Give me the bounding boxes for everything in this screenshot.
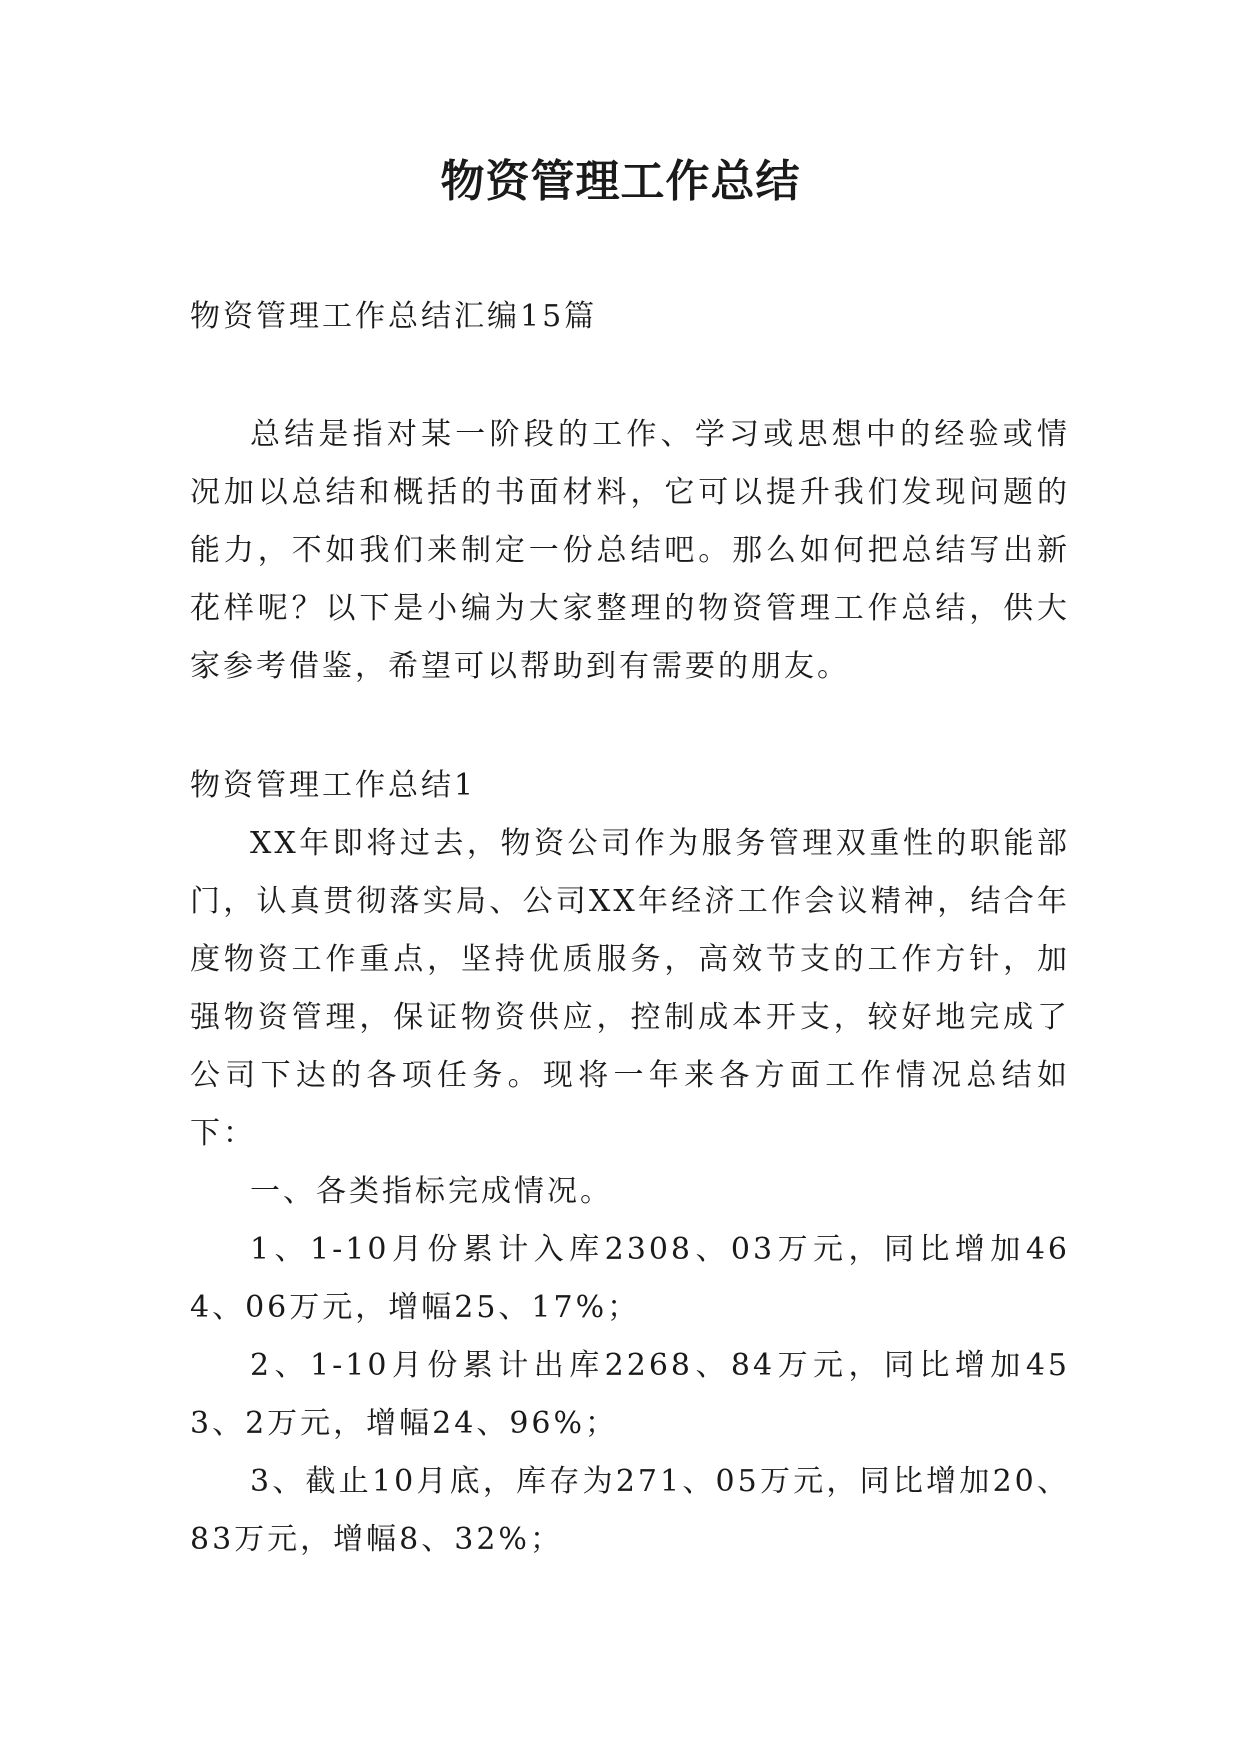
body-paragraph: 1、1-10月份累计入库2308、03万元，同比增加464、06万元，增幅25、17%；: [190, 1232, 1070, 1325]
document-subtitle: 物资管理工作总结汇编15篇: [190, 299, 598, 334]
section-title: 物资管理工作总结1: [190, 768, 477, 803]
document-title: 物资管理工作总结: [440, 156, 801, 207]
body-paragraph: 一、各类指标完成情况。: [250, 1174, 613, 1209]
body-paragraph: 3、截止10月底，库存为271、05万元，同比增加20、83万元，增幅8、32%；: [190, 1464, 1070, 1557]
section-body: [190, 815, 1070, 1569]
body-paragraph: 2、1-10月份累计出库2268、84万元，同比增加453、2万元，增幅24、96%；: [190, 1348, 1070, 1441]
intro-paragraph: 总结是指对某一阶段的工作、学习或思想中的经验或情况加以总结和概括的书面材料，它可以提升我们发现问题的能力，不如我们来制定一份总结吧。那么如何把总结写出新花样呢？以下是小编为大家整理的物资管理工作总结，供大家参考借鉴，希望可以帮助到有需要的朋友。: [190, 417, 1070, 684]
intro-section: [190, 406, 1070, 696]
body-paragraph: XX年即将过去，物资公司作为服务管理双重性的职能部门，认真贯彻落实局、公司XX年经济工作会议精神，结合年度物资工作重点，坚持优质服务，高效节支的工作方针，加强物资管理，保证物资供应，控制成本开支，较好地完成了公司下达的各项任务。现将一年来各方面工作情况总结如下：: [190, 826, 1070, 1151]
